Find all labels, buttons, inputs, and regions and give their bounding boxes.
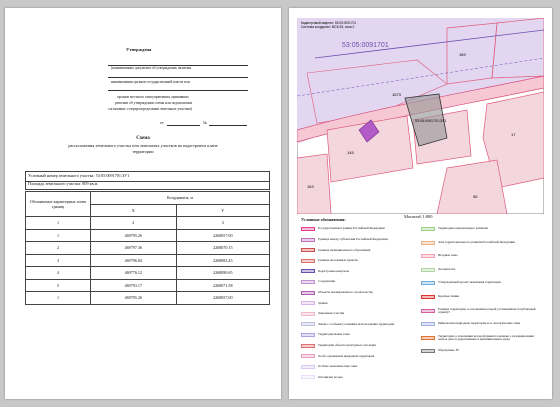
table-cell: 469793.17: [91, 279, 177, 292]
coordinates-table: [25, 191, 270, 305]
legend-label: Кадастровые кварталы: [318, 268, 350, 273]
legend-label: Лесничества: [438, 266, 456, 271]
col-coords-header: Координаты, м: [91, 192, 270, 205]
legend-label: Территории объекта культурного наследия: [318, 342, 376, 347]
approval-caption-1: (наименование документа об утверждении, включая: [111, 66, 192, 70]
legend-item: [301, 344, 416, 348]
legend-swatch: [421, 336, 435, 340]
table-cell: 3: [26, 254, 91, 267]
legend-item: [301, 269, 416, 273]
legend-item: [301, 333, 416, 337]
table-cell: 469796.84: [91, 254, 177, 267]
legend-swatch: [301, 322, 315, 326]
map-header-2: Система координат: МСК-53, зона 2: [301, 25, 355, 29]
legend-item: [421, 335, 543, 342]
table-cell: 2: [91, 217, 177, 230]
document-page-1: [5, 8, 281, 399]
legend-swatch: [301, 312, 315, 316]
legend-label: Охотничьи угодья: [318, 374, 343, 379]
legend-swatch: [301, 269, 315, 273]
table-index-row: [26, 217, 270, 230]
table-cell: 1: [26, 229, 91, 242]
document-page-2: [289, 8, 552, 399]
legend-label: Территориальные зоны: [318, 332, 350, 337]
legend-swatch: [421, 281, 435, 285]
map-scale: Масштаб 1:800: [404, 214, 433, 219]
legend-label: Утвержденный проект межевания территории: [438, 280, 501, 285]
legend-item: [421, 268, 543, 272]
legend-item: [301, 322, 416, 326]
legend-item: [301, 248, 416, 252]
table-cell: 2: [26, 242, 91, 255]
legend-swatch: [301, 248, 315, 252]
table-row: [26, 292, 270, 305]
parcel-label: 17: [511, 132, 516, 137]
area-box: [25, 180, 270, 190]
legend-swatch: [421, 309, 435, 313]
date-label: от: [160, 120, 164, 125]
table-row: [26, 254, 270, 267]
legend-label: Территория опережающего развития: [438, 226, 488, 231]
legend-label: Земли с особыми условиями использования территории: [318, 321, 395, 326]
legend-item: [421, 227, 543, 231]
legend-swatch: [301, 280, 315, 284]
legend-item: [421, 349, 543, 353]
legend-swatch: [301, 259, 315, 263]
legend-label: Образуемые ЗУ: [438, 347, 460, 352]
legend-swatch: [301, 375, 315, 379]
legend-item: [301, 227, 416, 231]
legend-label: Граница территории, в отношении которой устанавливается публичный сервитут: [438, 307, 536, 315]
legend-label: Граница между субъектами Российской Федерации: [318, 236, 388, 241]
table-row: [26, 229, 270, 242]
col-y-header: Y: [176, 204, 269, 217]
legend-label: Граница муниципального образования: [318, 247, 371, 252]
parcel-label: 145: [347, 150, 354, 155]
legend-label: Сооружения: [318, 279, 335, 284]
col-x-header: X: [91, 204, 177, 217]
table-cell: 2268071.58: [176, 279, 269, 292]
approval-caption-5: соглашение о перераспределении земельных участков): [108, 107, 193, 111]
legend-label: Байкальская природная территория и ее экологические зоны: [438, 320, 521, 325]
legend-item: [301, 312, 416, 316]
legend-label: Игорные зоны: [438, 253, 458, 258]
legend-swatch: [421, 227, 435, 231]
legend-swatch: [301, 354, 315, 358]
legend-item: [301, 301, 416, 305]
legend-swatch: [421, 322, 435, 326]
col-point-header: Обозначение характерных точек границ: [26, 192, 91, 217]
parcel-label: 55: [473, 194, 478, 199]
table-cell: 469795.26: [91, 229, 177, 242]
scheme-subtitle-2: территории: [132, 149, 154, 154]
table-cell: 2268057.00: [176, 292, 269, 305]
legend-swatch: [421, 349, 435, 353]
legend-item: [421, 295, 543, 299]
legend-swatch: [421, 241, 435, 245]
legend-title: Условные обозначения:: [301, 217, 346, 222]
area-value: Площадь земельного участка: 809 кв.м.: [28, 181, 99, 186]
legend-label: Особо охраняемая природная территория: [318, 353, 375, 358]
number-label: №: [203, 120, 207, 125]
map-quarter-number: 53:05:0091701: [342, 42, 389, 49]
table-header-row: [26, 192, 270, 205]
parcel-label: 163: [307, 184, 314, 189]
legend-label: Здания: [318, 300, 328, 305]
legend-swatch: [301, 365, 315, 369]
legend-item: [421, 241, 543, 245]
legend-swatch: [421, 254, 435, 258]
parcel-label: 1673: [392, 92, 401, 97]
legend-item: [421, 308, 543, 315]
legend-item: [301, 259, 416, 263]
legend-label: Земельные участки: [318, 311, 345, 316]
legend-label: Территория, в отношении которой принято решение о резервировании земель для государственных и муниципальных нужд: [438, 334, 534, 342]
legend-swatch: [301, 333, 315, 337]
table-cell: 469797.36: [91, 242, 177, 255]
scheme-subtitle-1: расположения земельного участка или земельных участков на кадастровом плане: [68, 143, 218, 148]
approval-caption-3: органов местного самоуправления, принявших: [117, 95, 189, 99]
table-cell: 1: [26, 292, 91, 305]
legend-label: Зона территориального развития Российской Федерации: [438, 239, 515, 244]
approval-caption-4: решение об утверждении схемы или подписавших: [115, 101, 193, 105]
legend-swatch: [301, 344, 315, 348]
table-cell: 5: [26, 279, 91, 292]
parcel-163: [297, 154, 331, 214]
legend-item: [421, 254, 543, 258]
parcel-55: [437, 160, 507, 214]
legend-item: [301, 280, 416, 284]
approval-heading: Утверждена: [126, 47, 152, 52]
approval-caption-2: наименования органов государственной власти или: [111, 80, 190, 84]
legend-swatch: [301, 301, 315, 305]
legend-item: [301, 354, 416, 358]
table-cell: 2268070.15: [176, 242, 269, 255]
table-cell: 2268083.45: [176, 254, 269, 267]
legend-swatch: [301, 238, 315, 242]
legend-label: Особые экономические зоны: [318, 364, 358, 369]
legend-item: [301, 375, 416, 379]
date-line: [167, 125, 200, 126]
table-cell: 1: [26, 217, 91, 230]
table-cell: 469795.26: [91, 292, 177, 305]
legend-swatch: [301, 291, 315, 295]
legend-item: [301, 291, 416, 295]
legend-item: [301, 238, 416, 242]
conditional-number: Условный номер земельного участка: 53:05:0091701:ЗУ1: [28, 173, 130, 178]
table-row: [26, 242, 270, 255]
legend-item: [301, 365, 416, 369]
legend-label: Государственная граница Российской Федерации: [318, 226, 385, 231]
table-cell: 2268090.65: [176, 267, 269, 280]
table-cell: 3: [176, 217, 269, 230]
legend-swatch: [421, 295, 435, 299]
legend-swatch: [421, 268, 435, 272]
legend-item: [421, 281, 543, 285]
approval-fill-line: [108, 77, 248, 78]
legend-label: Граница населенных пунктов: [318, 258, 358, 263]
number-line: [209, 125, 247, 126]
approval-fill-line: [108, 90, 248, 91]
table-row: [26, 267, 270, 280]
table-cell: 4: [26, 267, 91, 280]
map-header-1: Кадастровый квартал: 53:05:0091701: [301, 21, 357, 25]
new-parcel-label: 53:05:0091701:ЗУ1: [415, 119, 447, 123]
legend-item: [421, 322, 543, 326]
table-row: [26, 279, 270, 292]
legend-label: Объекты незавершенного строительства: [318, 289, 373, 294]
table-cell: 2268057.00: [176, 229, 269, 242]
table-cell: 469776.12: [91, 267, 177, 280]
scheme-title: Схема: [136, 136, 150, 141]
legend-swatch: [301, 227, 315, 231]
legend-label: Красные линии: [438, 293, 460, 298]
parcel-label: 169: [459, 52, 466, 57]
cadastral-map: [297, 18, 544, 214]
